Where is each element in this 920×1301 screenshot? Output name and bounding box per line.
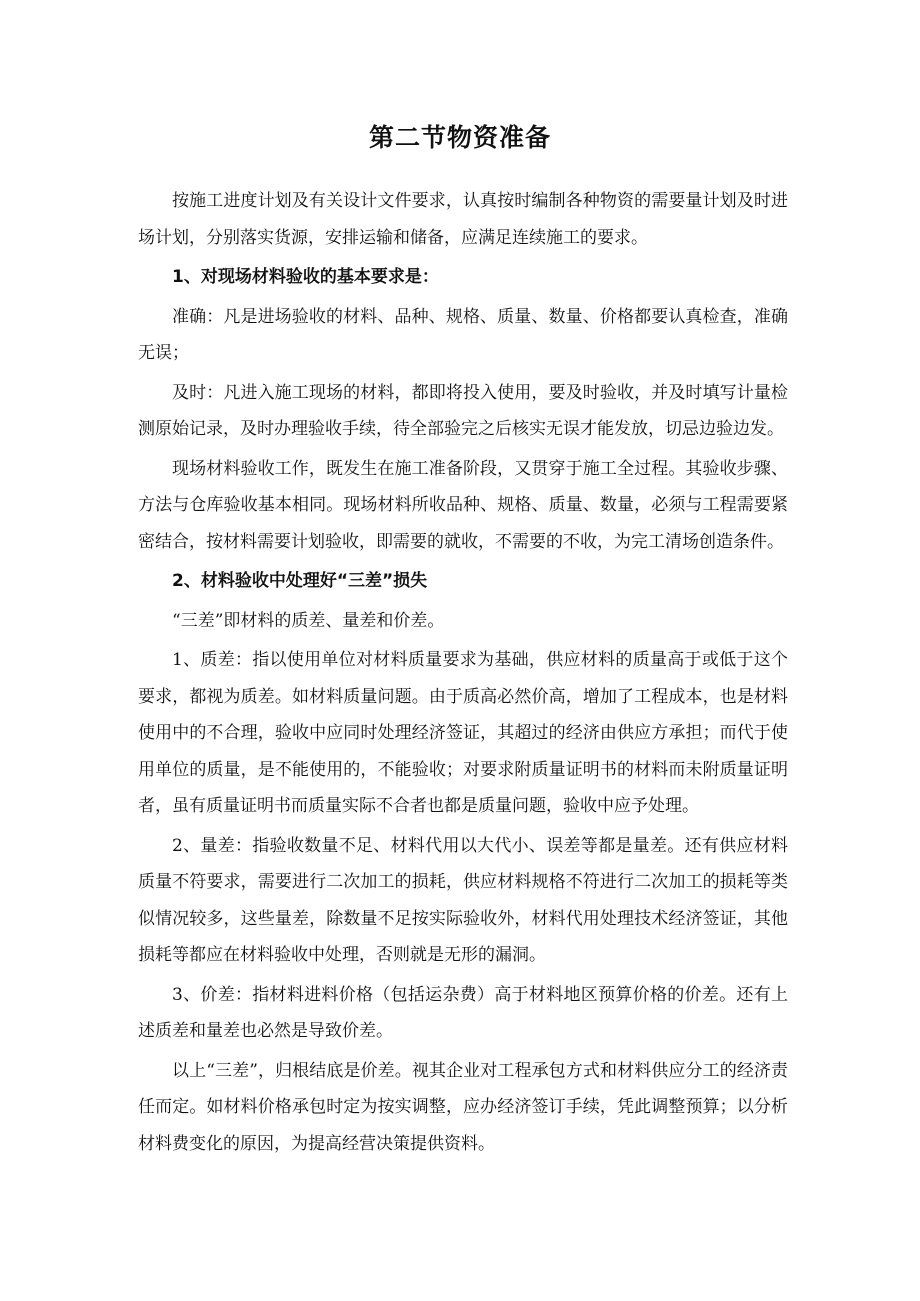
paragraph-three-differences-definition: “三差”即材料的质差、量差和价差。 xyxy=(172,610,445,631)
paragraph-accuracy: 准确：凡是进场验收的材料、品种、规格、质量、数量、价格都要认真检查，准确无误； xyxy=(138,306,788,363)
paragraph-price-difference: 3、价差：指材料进料价格（包括运杂费）高于材料地区预算价格的价差。还有上述质差和量差也必然是导致价差。 xyxy=(138,984,788,1041)
heading-three-differences: 2、材料验收中处理好“三差”损失 xyxy=(172,571,428,591)
paragraph-quantity-difference: 2、量差：指验收数量不足、材料代用以大代小、误差等都是量差。还有供应材料质量不符要求，需要进行二次加工的损耗，供应材料规格不符进行二次加工的损耗等类似情况较多，这些量差，除数量不足按实际验收外，材料代用处理技术经济签证，其他损耗等都应在材料验收中处理，否则就是无形的漏洞。 xyxy=(138,835,788,965)
paragraph-quality-difference: 1、质差：指以使用单位对材料质量要求为基础，供应材料的质量高于或低于这个要求，都视为质差。如材料质量问题。由于质高必然价高，增加了工程成本，也是材料使用中的不合理，验收中应同时处理经济签证，其超过的经济由供应方承担；而代于使用单位的质量，是不能使用的，不能验收；对要求附质量证明书的材料而未附质量证明者，虽有质量证明书而质量实际不合者也都是质量问题，验收中应予处理。 xyxy=(138,650,788,816)
paragraph-timeliness: 及时：凡进入施工现场的材料，都即将投入使用，要及时验收，并及时填写计量检测原始记录，及时办理验收手续，待全部验完之后核实无误才能发放，切忌边验边发。 xyxy=(138,382,788,439)
paragraph-conclusion: 以上“三差”，归根结底是价差。视其企业对工程承包方式和材料供应分工的经济责任而定。如材料价格承包时定为按实调整，应办经济签订手续，凭此调整预算；以分析材料费变化的原因，为提高经营决策提供资料。 xyxy=(138,1060,788,1154)
paragraph-intro: 按施工进度计划及有关设计文件要求，认真按时编制各种物资的需要量计划及时进场计划，分别落实货源，安排运输和储备，应满足连续施工的要求。 xyxy=(138,191,788,248)
heading-acceptance-requirements: 1、对现场材料验收的基本要求是： xyxy=(172,267,439,287)
section-title: 第二节物资准备 xyxy=(368,123,551,152)
paragraph-site-acceptance: 现场材料验收工作，既发生在施工准备阶段，又贯穿于施工全过程。其验收步骤、方法与仓库验收基本相同。现场材料所收品种、规格、质量、数量，必须与工程需要紧密结合，按材料需要计划验收，即需要的就收，不需要的不收，为完工清场创造条件。 xyxy=(138,458,788,552)
document-body xyxy=(138,183,788,1165)
